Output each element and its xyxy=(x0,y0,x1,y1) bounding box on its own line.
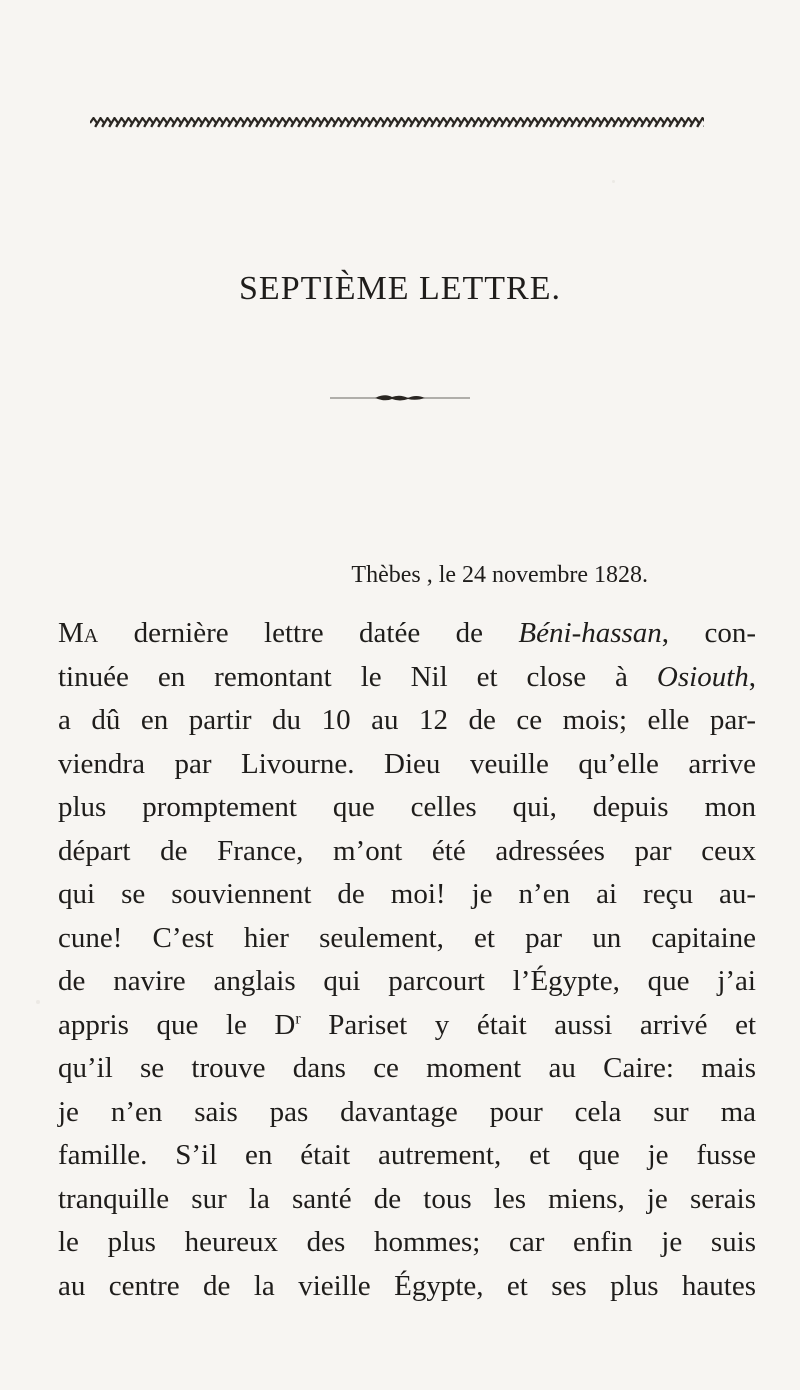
text-line xyxy=(58,699,756,743)
title-divider-ornament xyxy=(330,393,470,403)
text-line xyxy=(58,960,756,1004)
text-line xyxy=(58,1265,756,1309)
line-segment: au centre de la vieille Égypte, et ses plus hautes xyxy=(58,1269,756,1302)
line-segment: dernière lettre datée de xyxy=(98,617,519,649)
line-segment: a dû en partir du 10 au 12 de ce mois; elle par- xyxy=(58,704,756,736)
text-line xyxy=(58,786,756,830)
text-line xyxy=(58,873,756,917)
place-name-italic: Osiouth xyxy=(656,660,749,693)
line-segment: de navire anglais qui parcourt l’Égypte, que j’ai xyxy=(58,965,756,997)
text-line xyxy=(58,1047,756,1091)
top-ornament-border xyxy=(90,117,704,129)
text-line xyxy=(58,1004,756,1048)
text-line xyxy=(58,830,756,874)
line-segment: départ de France, m’ont été adressées par ceux xyxy=(58,834,756,867)
line-segment: Pariset y était aussi arrivé et xyxy=(300,1008,756,1041)
dateline: Thèbes , le 24 novembre 1828. xyxy=(351,562,648,588)
line-segment: qu’il se trouve dans ce moment au Caire: mais xyxy=(58,1052,756,1084)
line-segment: cune! C’est hier seulement, et par un capitaine xyxy=(58,921,756,954)
line-segment: tinuée en remontant le Nil et close à xyxy=(58,660,657,693)
line-segment: tranquille sur la santé de tous les miens, je serais xyxy=(58,1182,756,1215)
text-line xyxy=(58,1178,756,1222)
text-line xyxy=(58,612,756,656)
line-segment: je n’en sais pas davantage pour cela sur ma xyxy=(58,1095,756,1128)
line-segment: famille. S’il en était autrement, et que je fusse xyxy=(58,1139,756,1171)
line-segment: le plus heureux des hommes; car enfin je suis xyxy=(58,1226,756,1258)
paper-speck xyxy=(612,180,615,183)
text-line xyxy=(58,1134,756,1178)
line-segment: appris que le D xyxy=(58,1008,296,1041)
opening-word: Ma xyxy=(58,617,99,649)
superscript: r xyxy=(295,1009,301,1027)
letter-body xyxy=(58,612,756,1308)
text-line xyxy=(58,743,756,787)
line-segment: , con- xyxy=(661,617,756,649)
text-line xyxy=(58,1091,756,1135)
line-segment: viendra par Livourne. Dieu veuille qu’elle arrive xyxy=(58,747,756,780)
text-line xyxy=(58,656,756,700)
text-line xyxy=(58,917,756,961)
letter-title: SEPTIÈME LETTRE. xyxy=(239,270,561,307)
line-segment: plus promptement que celles qui, depuis mon xyxy=(58,791,756,823)
text-line xyxy=(58,1221,756,1265)
place-name-italic: Béni-hassan xyxy=(518,617,662,649)
paper-speck xyxy=(36,1000,40,1004)
line-segment: , xyxy=(748,660,756,693)
line-segment: qui se souviennent de moi! je n’en ai reçu au- xyxy=(58,878,756,910)
